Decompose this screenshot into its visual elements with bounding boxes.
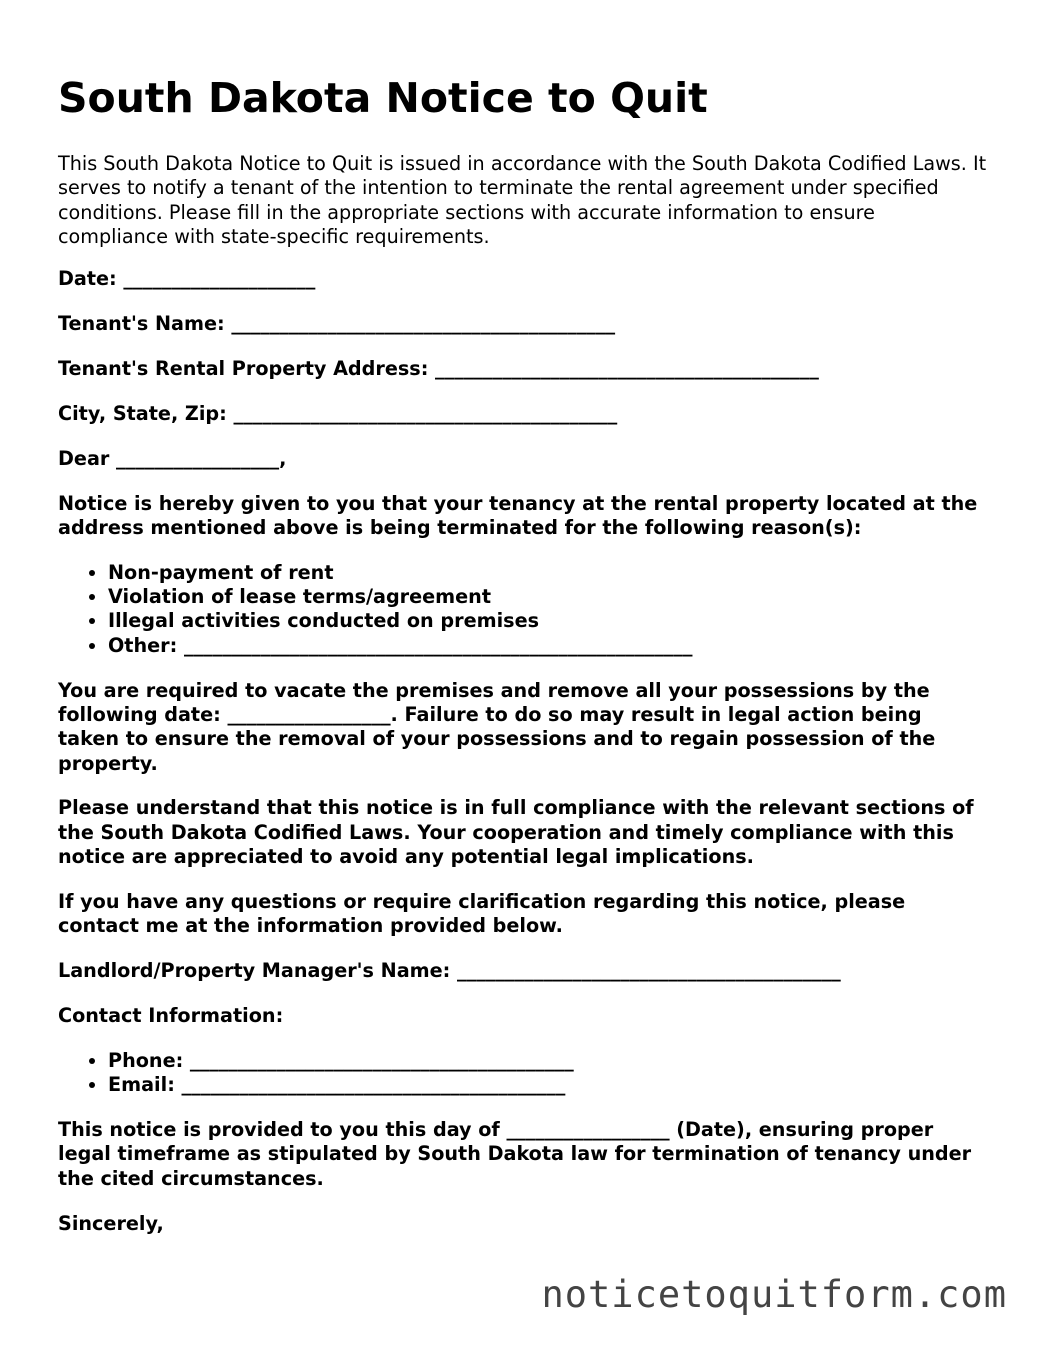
list-item: • Illegal activities conducted on premises <box>108 609 988 633</box>
notice-paragraph: Notice is hereby given to you that your tenancy at the rental property located at the address mentioned above is being terminated for the following reason(s): <box>58 491 978 539</box>
email-field: • Email: ________________________________________ <box>108 1073 988 1097</box>
contact-heading: Contact Information: <box>58 1003 284 1027</box>
document-page <box>58 70 988 1256</box>
vacate-paragraph: You are required to vacate the premises and remove all your possessions by the following date: _________________. Failure to do so may result in legal action being taken to ensure the removal of your possessions and to regain possession of the property. <box>58 678 936 775</box>
watermark: noticetoquitform.com <box>541 1273 1007 1316</box>
property-address-field: Tenant's Rental Property Address: ________________________________________ <box>58 356 819 380</box>
list-item: • Violation of lease terms/agreement <box>108 585 988 609</box>
date-field: Date: ____________________ <box>58 267 316 291</box>
sign-off: Sincerely, <box>58 1211 164 1235</box>
salutation: Dear _________________, <box>58 446 287 470</box>
list-item: • Other: _____________________________________________________ <box>108 634 988 658</box>
contact-list <box>58 1049 988 1098</box>
phone-field: • Phone: ________________________________________ <box>108 1049 988 1073</box>
compliance-paragraph: Please understand that this notice is in full compliance with the relevant sections of the South Dakota Codified Laws. Your cooperation and timely compliance with this notice are appreciated to avoid any potential legal implications. <box>58 796 974 868</box>
document-title: South Dakota Notice to Quit <box>58 74 708 122</box>
city-state-zip-field: City, State, Zip: ________________________________________ <box>58 401 618 425</box>
intro-paragraph: This South Dakota Notice to Quit is issued in accordance with the South Dakota Codified Laws. It serves to notify a tenant of the intention to terminate the rental agreement under specified conditions. Please fill in the appropriate sections with accurate information to ensure compliance with state-specific requirements. <box>58 152 987 248</box>
list-item: • Non-payment of rent <box>108 561 988 585</box>
closing-paragraph: This notice is provided to you this day of _________________ (Date), ensuring proper legal timeframe as stipulated by South Dakota law for termination of tenancy under the cited circumstances. <box>58 1118 972 1190</box>
landlord-name-field: Landlord/Property Manager's Name: ________________________________________ <box>58 959 841 983</box>
questions-paragraph: If you have any questions or require clarification regarding this notice, please contact me at the information provided below. <box>58 889 906 938</box>
tenant-name-field: Tenant's Name: ________________________________________ <box>58 312 616 336</box>
reasons-list <box>58 561 988 658</box>
